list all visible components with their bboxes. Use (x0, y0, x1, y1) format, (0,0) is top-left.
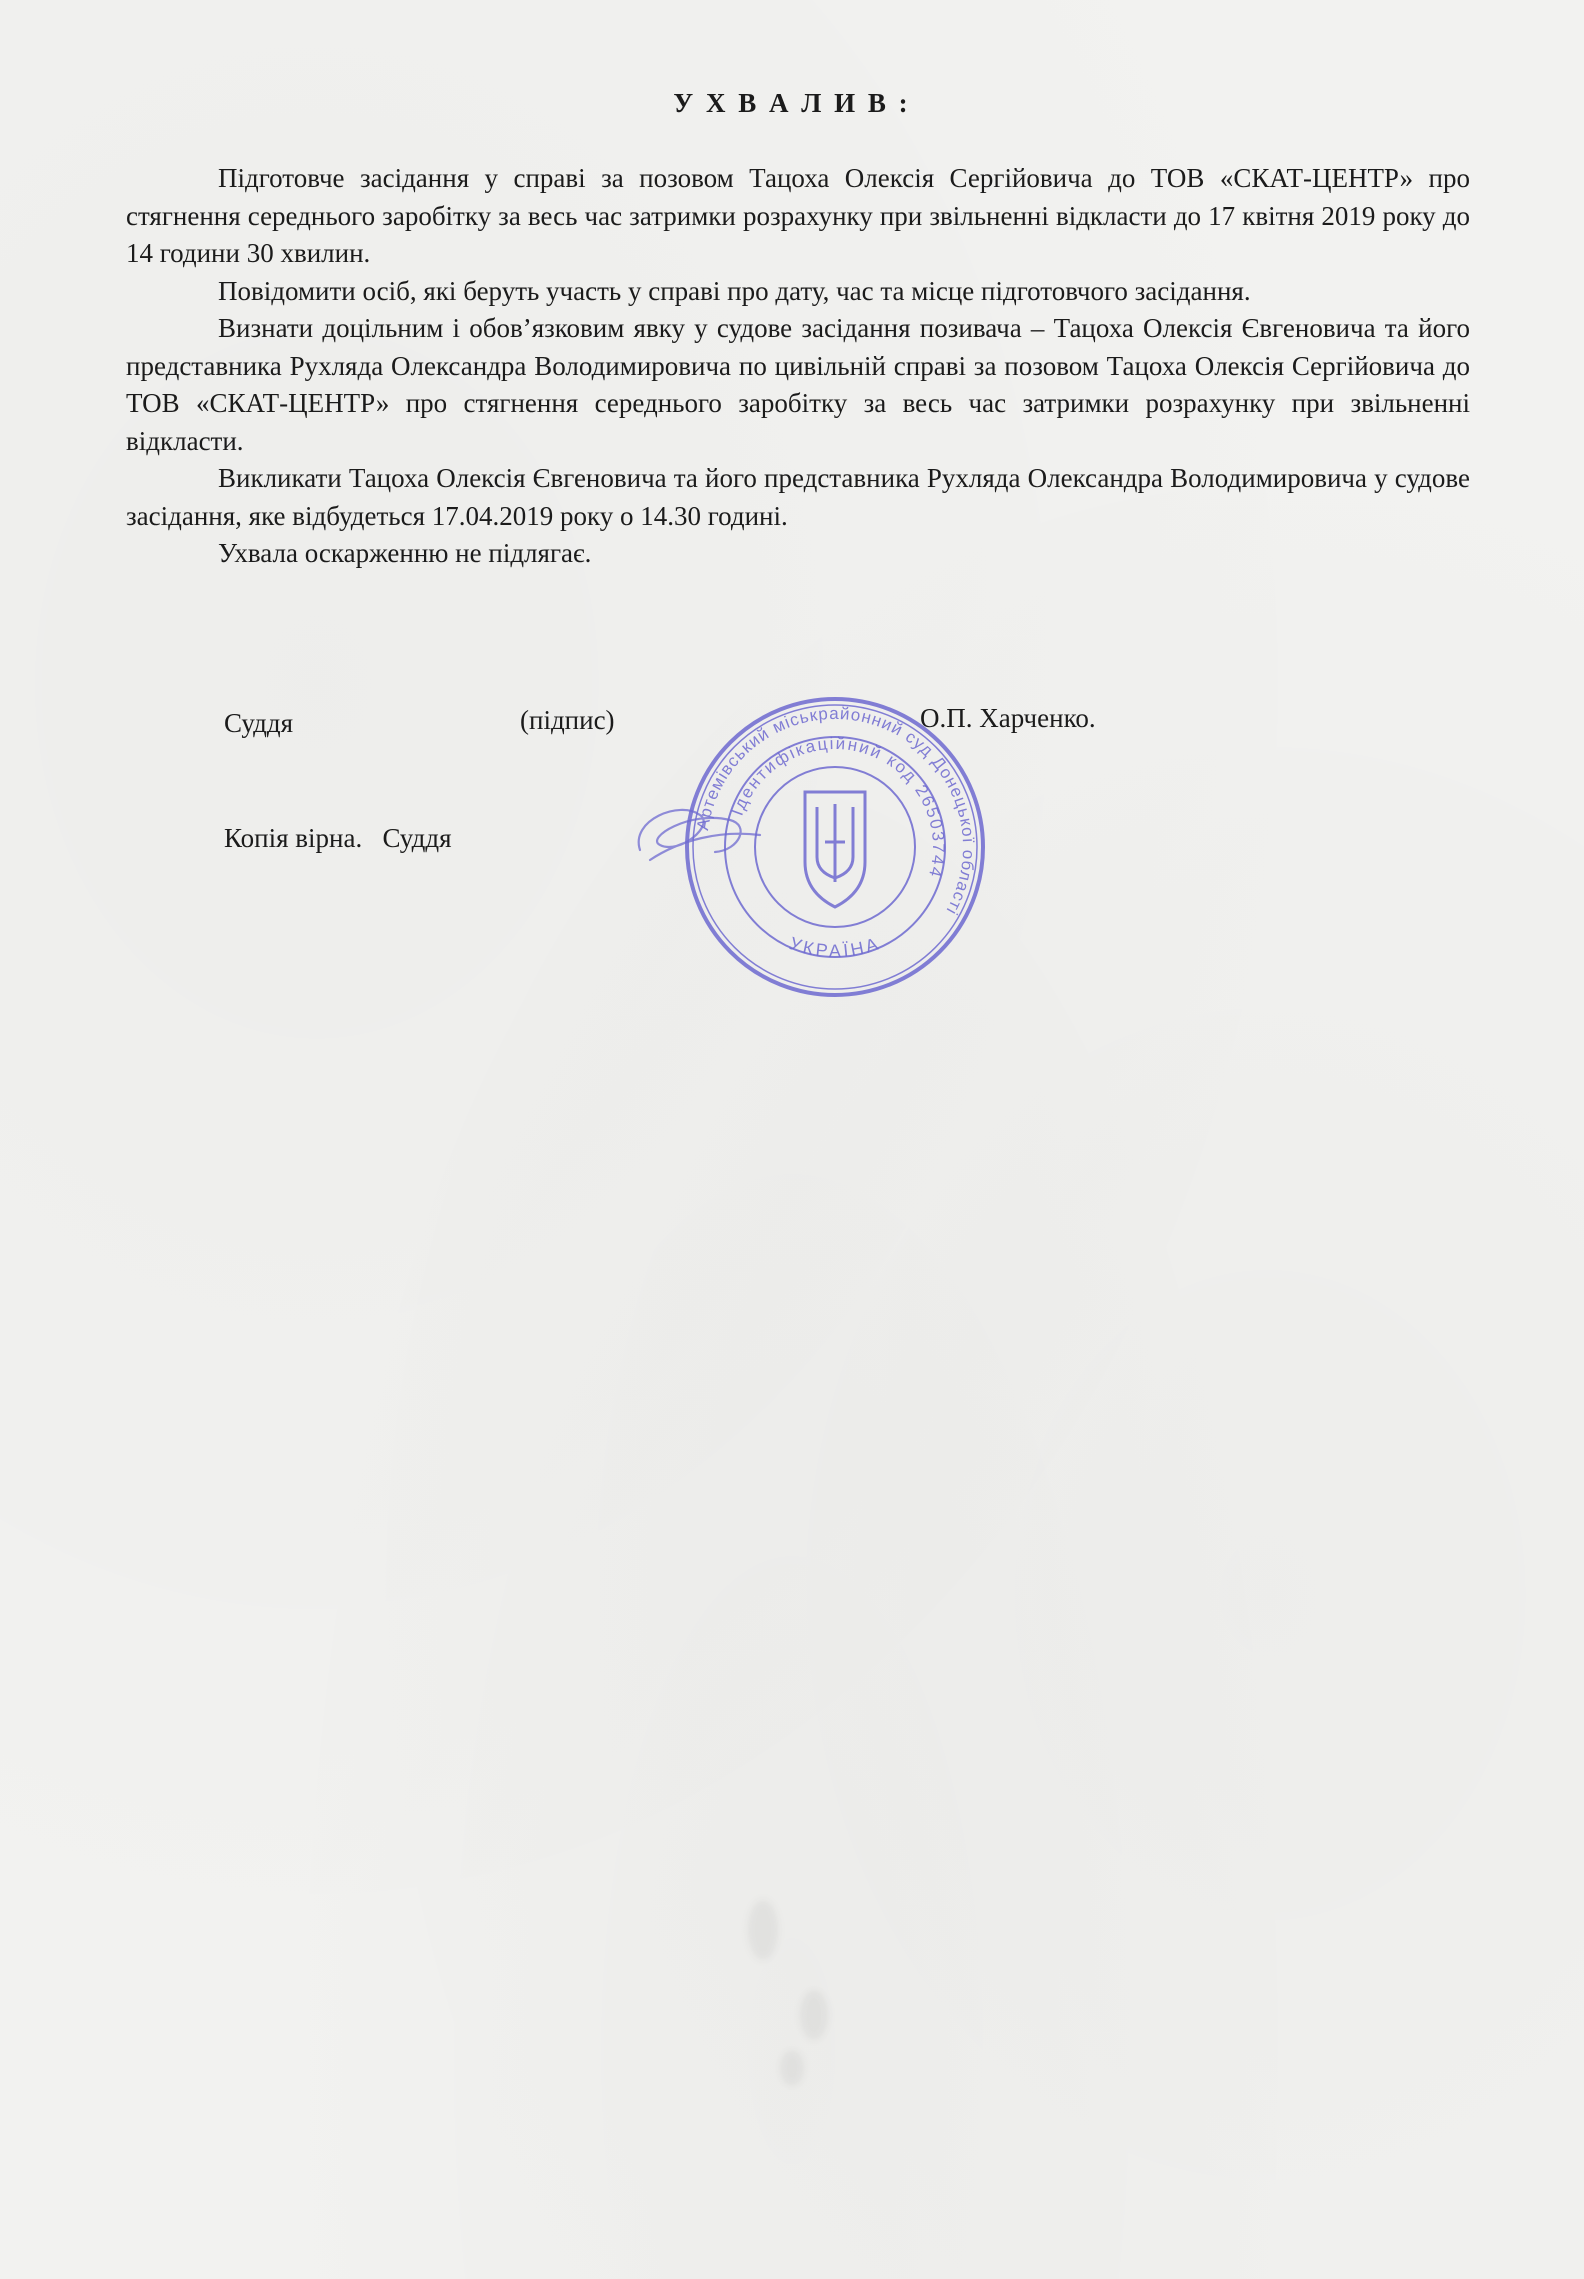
official-court-seal (680, 692, 990, 1002)
scan-smudge (780, 2050, 804, 2086)
seal-outer-text: Артемівський міськрайонний суд Донецької області (693, 703, 979, 919)
judge-name: О.П. Харченко. (920, 703, 1096, 733)
paragraph-not-appealable: Ухвала оскарженню не підлягає. (218, 538, 592, 568)
trident-emblem-icon (805, 792, 865, 907)
copy-certified-label: Копія вірна. Суддя (224, 823, 452, 853)
document-heading: У Х В А Л И В : (673, 88, 911, 118)
scan-smudge (748, 1900, 778, 1960)
signature-placeholder: (підпис) (520, 705, 615, 735)
seal-bottom-text: УКРАЇНА (786, 933, 884, 962)
scan-smudge (800, 1990, 828, 2040)
judge-label: Суддя (224, 708, 294, 738)
paragraph-notify: Повідомити осіб, які беруть участь у справі про дату, час та місце підготовчого засідання. (218, 275, 1251, 306)
seal-inner-text: Ідентифікаційний код 26503744 (727, 733, 949, 881)
paragraph-attendance: Визнати доцільним і обов’язковим явку у судове засідання позивача – Тацоха Олексія Євгеновича та його представника Рухляда Олександра Володимировича по цивільній справі за позовом Тацоха Олексія Сергійовича до ТОВ «СКАТ-ЦЕНТР» про стягнення середнього заробітку за весь час затримки розрахунку при звільненні відкласти. (126, 313, 1470, 456)
paragraph-summon: Викликати Тацоха Олексія Євгеновича та його представника Рухляда Олександра Володимировича у судове засідання, яке відбудеться 17.04.2019 року о 14.30 годині. (126, 463, 1470, 531)
paragraph-postpone: Підготовче засідання у справі за позовом Тацоха Олексія Сергійовича до ТОВ «СКАТ-ЦЕНТР» про стягнення середнього заробітку за весь час затримки розрахунку при звільненні відкласти до 17 квітня 2019 року до 14 години 30 хвилин. (126, 163, 1470, 268)
document-body (126, 160, 1470, 573)
svg-text:УКРАЇНА (787, 933, 883, 961)
